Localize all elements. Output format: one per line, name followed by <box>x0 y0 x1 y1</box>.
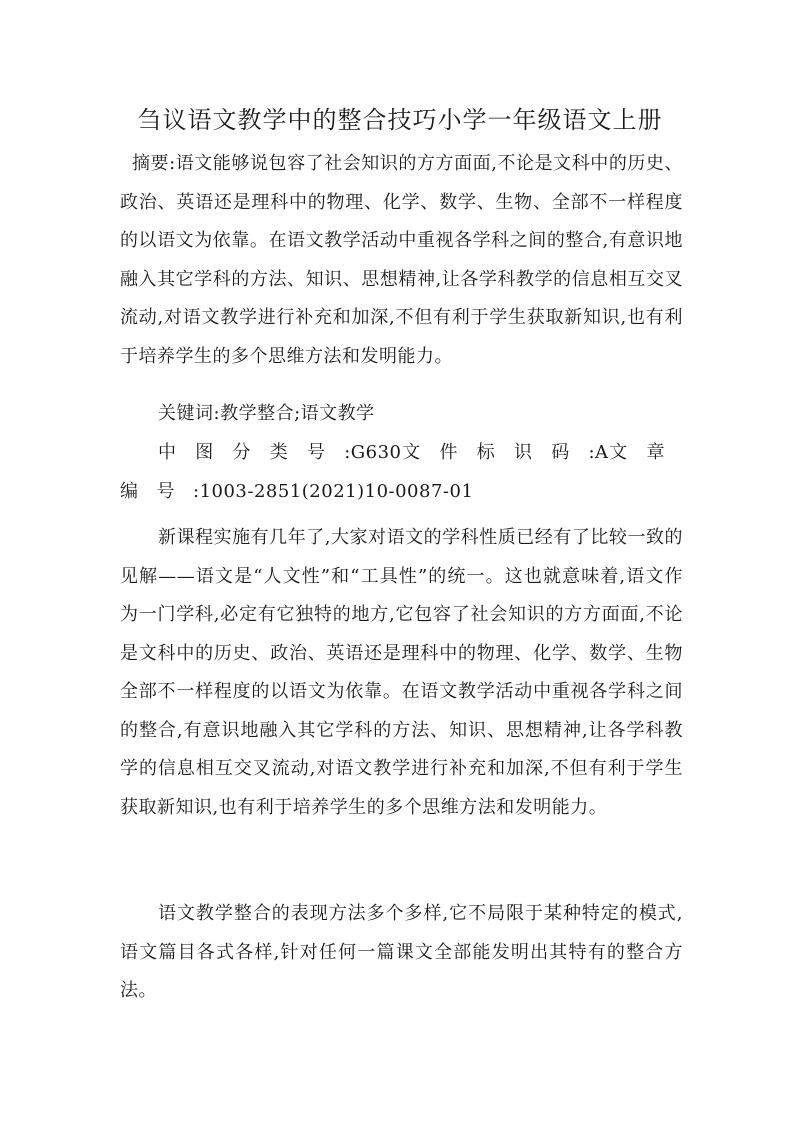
doc-id-code: :A <box>588 442 609 463</box>
article-no-code: :1003-2851(2021)10-0087-01 <box>193 480 474 502</box>
article-no-label: 文章编号 <box>120 442 684 502</box>
body-paragraph-2: 语文教学整合的表现方法多个多样,它不局限于某种特定的模式,语文篇目各式各样,针对任何一篇课文全部能发明出其特有的整合方法。 <box>120 903 683 1001</box>
abstract-paragraph: 摘要:语文能够说包容了社会知识的方方面面,不论是文科中的历史、政治、英语还是理科中的物理、化学、数学、生物、全部不一样程度的以语文为依靠。在语文教学活动中重视各学科之间的整合,有意识地融入其它学科的方法、知识、思想精神,让各学科教学的信息相互交叉流动,对语文教学进行补充和加深,不但有利于学生获取新知识,也有利于培养学生的多个思维方法和发明能力。 <box>120 153 683 367</box>
document-title: 刍议语文教学中的整合技巧小学一年级语文上册 <box>137 106 663 134</box>
doc-id-label: 文件标识码 <box>401 442 589 463</box>
body-paragraph-1: 新课程实施有几年了,大家对语文的学科性质已经有了比较一致的见解——语文是“人文性”和“工具性”的统一。这也就意味着,语文作为一门学科,必定有它独特的地方,它包容了社会知识的方方面面,不论是文科中的历史、政治、英语还是理科中的物理、化学、数学、生物全部不一样程度的以语文为依靠。在语文教学活动中重视各学科之间的整合,有意识地融入其它学科的方法、知识、思想精神,让各学科教学的信息相互交叉流动,对语文教学进行补充和加深,不但有利于学生获取新知识,也有利于培养学生的多个思维方法和发明能力。 <box>120 527 683 818</box>
keywords-line: 关键词:教学整合;语文教学 <box>158 403 375 424</box>
classification-label: 中图分类号 <box>158 442 345 463</box>
classification-line <box>120 434 683 511</box>
classification-code: :G630 <box>344 442 402 463</box>
